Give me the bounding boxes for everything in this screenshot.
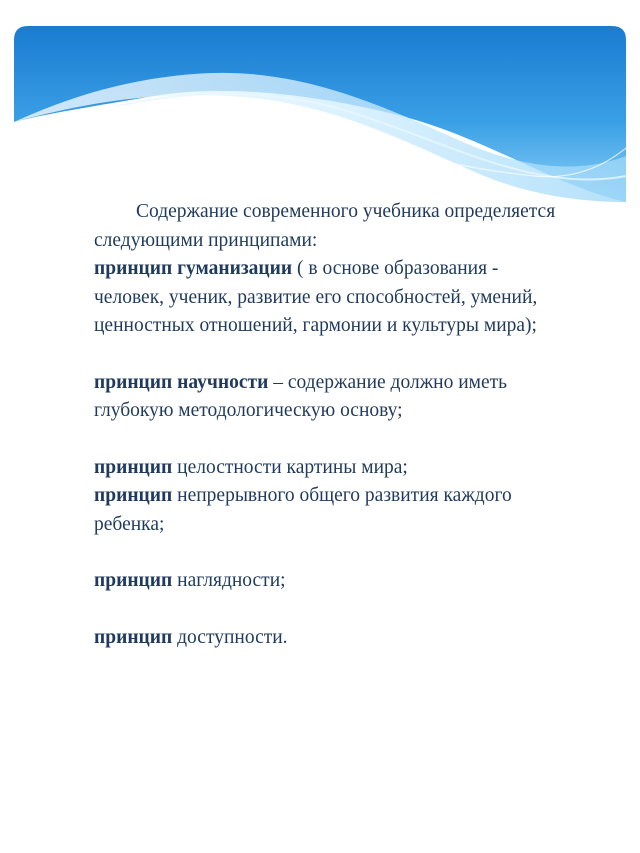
principle-description: ( в основе образования - человек, ученик, развитие его способностей, умений, ценностных отношений, гармонии и культуры мира); <box>94 258 538 336</box>
spacer <box>94 539 564 567</box>
principle-visibility <box>94 567 564 596</box>
principle-development <box>94 482 564 539</box>
principle-accessibility <box>94 624 564 653</box>
principle-title: принцип <box>94 626 173 648</box>
wave-banner <box>14 26 626 202</box>
principle-description: – содержание должно иметь глубокую методологическую основу; <box>94 371 508 421</box>
intro-paragraph: Содержание современного учебника определяется следующими принципами: <box>94 201 556 251</box>
principle-humanization <box>94 255 564 341</box>
principle-title: принцип <box>94 485 173 506</box>
principle-description: наглядности; <box>172 570 286 591</box>
principle-title: принцип гуманизации <box>94 258 293 279</box>
principle-description: непрерывного общего развития каждого ребенка; <box>94 485 512 535</box>
principle-title: принцип научности <box>94 371 269 393</box>
spacer <box>94 341 564 369</box>
principle-title: принцип <box>94 570 173 591</box>
principle-integrity <box>94 454 564 483</box>
principle-description: доступности. <box>172 626 288 648</box>
principles-text <box>94 198 564 652</box>
spacer <box>94 596 564 624</box>
spacer <box>94 426 564 454</box>
principle-title: принцип <box>94 456 173 478</box>
principle-description: целостности картины мира; <box>172 456 408 478</box>
principle-science <box>94 369 564 426</box>
